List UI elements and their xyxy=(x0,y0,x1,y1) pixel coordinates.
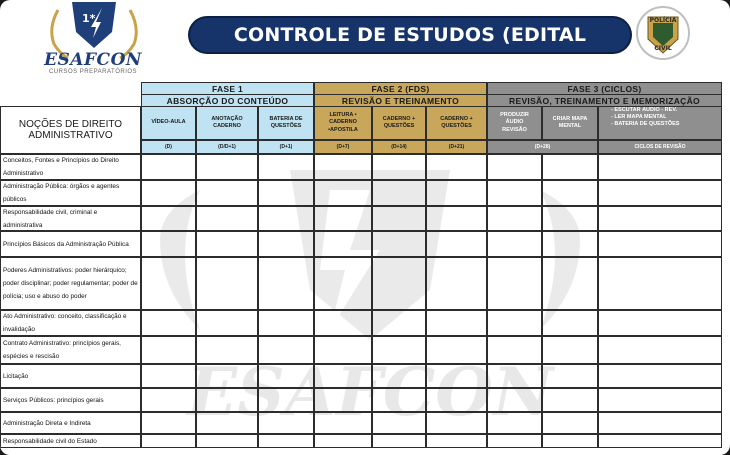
progress-cell[interactable] xyxy=(426,434,487,448)
column-header-8: CRIAR MAPA MENTAL xyxy=(542,106,598,140)
column-header-3: BATERIA DE QUESTÕES xyxy=(258,106,314,140)
topic-row-label: Contrato Administrativo: princípios gerais, espécies e rescisão xyxy=(0,336,141,364)
badge-top-text: POLÍCIA xyxy=(649,17,677,24)
progress-cell[interactable] xyxy=(141,434,196,448)
progress-cell[interactable] xyxy=(141,231,196,257)
progress-cell[interactable] xyxy=(487,180,542,206)
progress-cell[interactable] xyxy=(598,310,722,336)
progress-cell[interactable] xyxy=(141,180,196,206)
progress-cell[interactable] xyxy=(258,336,314,364)
progress-cell[interactable] xyxy=(598,434,722,448)
progress-cell[interactable] xyxy=(314,388,372,412)
progress-cell[interactable] xyxy=(372,180,426,206)
progress-cell[interactable] xyxy=(141,257,196,310)
progress-cell[interactable] xyxy=(141,412,196,434)
topic-row-label: Conceitos, Fontes e Princípios do Direito Administrativo xyxy=(0,154,141,180)
progress-cell[interactable] xyxy=(598,206,722,231)
progress-cell[interactable] xyxy=(372,310,426,336)
progress-cell[interactable] xyxy=(426,364,487,388)
progress-cell[interactable] xyxy=(598,180,722,206)
progress-cell[interactable] xyxy=(196,257,258,310)
progress-cell[interactable] xyxy=(314,180,372,206)
progress-cell[interactable] xyxy=(141,388,196,412)
progress-cell[interactable] xyxy=(542,434,598,448)
progress-cell[interactable] xyxy=(314,154,372,180)
progress-cell[interactable] xyxy=(372,206,426,231)
progress-cell[interactable] xyxy=(258,412,314,434)
progress-cell[interactable] xyxy=(487,310,542,336)
topic-row-label: Serviços Públicos: princípios gerais xyxy=(0,388,141,412)
progress-cell[interactable] xyxy=(426,336,487,364)
progress-cell[interactable] xyxy=(487,364,542,388)
progress-cell[interactable] xyxy=(196,206,258,231)
progress-cell[interactable] xyxy=(141,364,196,388)
progress-cell[interactable] xyxy=(372,231,426,257)
progress-cell[interactable] xyxy=(598,231,722,257)
progress-cell[interactable] xyxy=(258,257,314,310)
progress-cell[interactable] xyxy=(196,180,258,206)
progress-cell[interactable] xyxy=(258,231,314,257)
progress-cell[interactable] xyxy=(372,336,426,364)
column-header-1: VÍDEO-AULA xyxy=(141,106,196,140)
progress-cell[interactable] xyxy=(426,154,487,180)
column-header-6: CADERNO + QUESTÕES xyxy=(426,106,487,140)
progress-cell[interactable] xyxy=(196,310,258,336)
progress-cell[interactable] xyxy=(598,154,722,180)
progress-cell[interactable] xyxy=(426,180,487,206)
progress-cell[interactable] xyxy=(487,336,542,364)
progress-cell[interactable] xyxy=(426,388,487,412)
column-code-6: (D+21) xyxy=(426,140,487,154)
column-header-ciclos xyxy=(598,106,722,140)
progress-cell[interactable] xyxy=(314,364,372,388)
progress-cell[interactable] xyxy=(542,257,598,310)
progress-cell[interactable] xyxy=(314,412,372,434)
progress-cell[interactable] xyxy=(314,434,372,448)
column-code-4: (D+7) xyxy=(314,140,372,154)
progress-cell[interactable] xyxy=(487,154,542,180)
progress-cell[interactable] xyxy=(598,336,722,364)
ciclos-line: - BATERIA DE QUESTÕES xyxy=(611,121,680,127)
policia-civil-badge-icon xyxy=(630,5,696,61)
logo-mark-text: 1* xyxy=(82,12,96,25)
column-code-9: CICLOS DE REVISÃO xyxy=(598,140,722,154)
phase-subtitle-3: REVISÃO, TREINAMENTO E MEMORIZAÇÃO xyxy=(487,94,722,107)
progress-cell[interactable] xyxy=(426,206,487,231)
progress-cell[interactable] xyxy=(196,412,258,434)
progress-cell[interactable] xyxy=(487,257,542,310)
progress-cell[interactable] xyxy=(258,388,314,412)
progress-cell[interactable] xyxy=(487,388,542,412)
phase-subtitle-1: ABSORÇÃO DO CONTEÚDO xyxy=(141,94,314,107)
progress-cell[interactable] xyxy=(372,434,426,448)
progress-cell[interactable] xyxy=(372,257,426,310)
section-title: NOÇÕES DE DIREITO ADMINISTRATIVO xyxy=(0,106,141,154)
progress-cell[interactable] xyxy=(258,364,314,388)
progress-cell[interactable] xyxy=(372,154,426,180)
column-code-3: (D+1) xyxy=(258,140,314,154)
progress-cell[interactable] xyxy=(196,434,258,448)
topic-row-label: Ato Administrativo: conceito, classificação e invalidação xyxy=(0,310,141,336)
watermark-text: ESAFCON xyxy=(186,353,554,431)
column-header-7: PRODUZIR ÁUDIO REVISÃO xyxy=(487,106,542,140)
column-header-5: CADERNO + QUESTÕES xyxy=(372,106,426,140)
progress-cell[interactable] xyxy=(258,206,314,231)
page-title: CONTROLE DE ESTUDOS (EDITAL PLANILHADO) xyxy=(233,24,587,80)
progress-cell[interactable] xyxy=(598,388,722,412)
progress-cell[interactable] xyxy=(542,310,598,336)
ciclos-line: - LER MAPA MENTAL xyxy=(611,114,667,120)
topic-row-label: Responsabilidade civil, criminal e administrativa xyxy=(0,206,141,231)
progress-cell[interactable] xyxy=(598,412,722,434)
progress-cell[interactable] xyxy=(487,231,542,257)
progress-cell[interactable] xyxy=(426,412,487,434)
topic-row-label: Poderes Administrativos: poder hierárquico; poder disciplinar; poder regulamentar; poder de polícia; uso e abuso do poder xyxy=(0,257,141,310)
progress-cell[interactable] xyxy=(314,257,372,310)
progress-cell[interactable] xyxy=(426,257,487,310)
progress-cell[interactable] xyxy=(542,388,598,412)
progress-cell[interactable] xyxy=(314,206,372,231)
progress-cell[interactable] xyxy=(542,180,598,206)
topic-row-label: Responsabilidade civil do Estado xyxy=(0,434,141,448)
progress-cell[interactable] xyxy=(426,310,487,336)
progress-cell[interactable] xyxy=(141,310,196,336)
progress-cell[interactable] xyxy=(258,310,314,336)
column-header-4: LEITURA • CADERNO •APOSTILA xyxy=(314,106,372,140)
progress-cell[interactable] xyxy=(141,154,196,180)
progress-cell[interactable] xyxy=(196,388,258,412)
ciclos-line: - ESCUTAR ÁUDIO - REV. xyxy=(611,107,678,113)
progress-cell[interactable] xyxy=(542,206,598,231)
progress-cell[interactable] xyxy=(258,434,314,448)
progress-cell[interactable] xyxy=(487,206,542,231)
progress-cell[interactable] xyxy=(314,231,372,257)
progress-cell[interactable] xyxy=(196,154,258,180)
progress-cell[interactable] xyxy=(598,364,722,388)
topic-row-label: Administração Pública: órgãos e agentes públicos xyxy=(0,180,141,206)
progress-cell[interactable] xyxy=(487,412,542,434)
progress-cell[interactable] xyxy=(196,336,258,364)
progress-cell[interactable] xyxy=(258,180,314,206)
topic-row-label: Administração Direta e Indireta xyxy=(0,412,141,434)
column-code-5: (D+14) xyxy=(372,140,426,154)
progress-cell[interactable] xyxy=(141,336,196,364)
logo-wordmark: ESAFCON xyxy=(44,50,142,70)
progress-cell[interactable] xyxy=(598,257,722,310)
phase-title-1: FASE 1 xyxy=(141,82,314,95)
progress-cell[interactable] xyxy=(196,231,258,257)
phase-subtitle-2: REVISÃO E TREINAMENTO xyxy=(314,94,487,107)
column-code-2: (D/D+1) xyxy=(196,140,258,154)
progress-cell[interactable] xyxy=(542,364,598,388)
title-bar xyxy=(190,18,630,80)
progress-cell[interactable] xyxy=(426,231,487,257)
progress-cell[interactable] xyxy=(542,154,598,180)
progress-cell[interactable] xyxy=(372,388,426,412)
topic-row-label: Princípios Básicos da Administração Pública xyxy=(0,231,141,257)
progress-cell[interactable] xyxy=(372,364,426,388)
column-code-1: (D) xyxy=(141,140,196,154)
progress-cell[interactable] xyxy=(314,310,372,336)
logo-subtitle: CURSOS PREPARATÓRIOS xyxy=(48,69,138,75)
progress-cell[interactable] xyxy=(314,336,372,364)
progress-cell[interactable] xyxy=(542,231,598,257)
badge-bottom-text: CIVIL xyxy=(654,45,672,52)
column-header-2: ANOTAÇÃO CADERNO xyxy=(196,106,258,140)
progress-cell[interactable] xyxy=(372,412,426,434)
progress-cell[interactable] xyxy=(141,206,196,231)
progress-cell[interactable] xyxy=(196,364,258,388)
progress-cell[interactable] xyxy=(542,412,598,434)
study-table xyxy=(0,82,722,448)
topic-row-label: Licitação xyxy=(0,364,141,388)
progress-cell[interactable] xyxy=(258,154,314,180)
column-code-7: (D+28) xyxy=(487,140,598,154)
phase-title-2: FASE 2 (FDS) xyxy=(314,82,487,95)
progress-cell[interactable] xyxy=(487,434,542,448)
progress-cell[interactable] xyxy=(542,336,598,364)
phase-title-3: FASE 3 (CICLOS) xyxy=(487,82,722,95)
